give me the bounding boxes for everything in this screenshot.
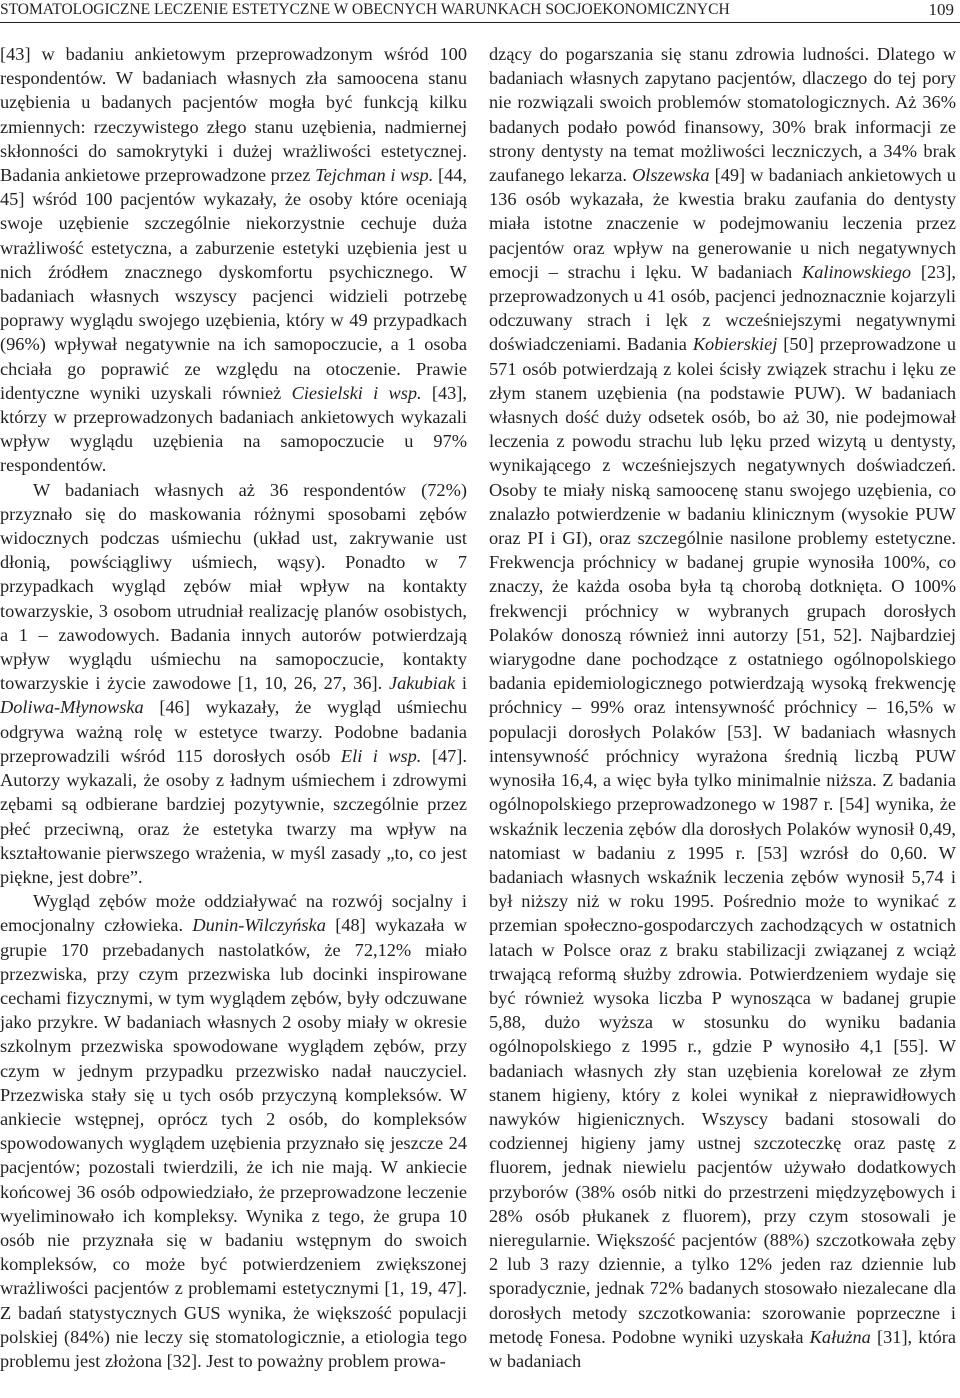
author-citation: Eli i wsp.: [340, 745, 422, 766]
right-column: [489, 42, 956, 1396]
text-run: dzący do pogarszania się stanu zdrowia ludności. Dlatego w badaniach własnych zapytano pacjentów, dlaczego do tej pory nie rozwiązali swoich problemów stomatologicznych. Aż 36% badanych podało powód finansowy, 30% brak informacji ze strony dentysty na temat możliwości leczniczych, a 34% brak zaufanego lekarza.: [489, 44, 956, 186]
paragraph: [0, 889, 467, 1373]
text-run: [23], przeprowadzonych u 41 osób, pacjenci jednoznacznie kojarzyli odczuwany strach i lęk z wcześniejszymi negatywnymi doświadczeniami. Badania: [489, 261, 956, 355]
page-number: 109: [928, 0, 954, 19]
paragraph: [489, 42, 956, 1373]
paragraph: [0, 478, 467, 889]
author-citation: Jakubiak: [388, 673, 456, 694]
author-citation: Dunin-Wilczyńska: [192, 915, 326, 936]
text-run: Wygląd zębów może oddziaływać na rozwój socjalny i emocjonalny człowieka.: [0, 891, 467, 936]
left-column: [0, 42, 467, 1396]
author-citation: Kałużna: [809, 1326, 871, 1347]
text-run: i: [455, 673, 467, 694]
running-header-title: STOMATOLOGICZNE LECZENIE ESTETYCZNE W OBECNYCH WARUNKACH SOCJOEKONOMICZNYCH: [0, 1, 730, 18]
text-run: [43], którzy w przeprowadzonych badaniach ankietowych wykazali wpływ wyglądu uzębienia na samopoczucie u 97% respondentów.: [0, 382, 467, 476]
author-citation: Ciesielski i wsp.: [291, 382, 422, 403]
author-citation: Doliwa-Młynowska: [0, 697, 144, 718]
running-header: [0, 0, 960, 23]
author-citation: Tejchman i wsp.: [315, 165, 434, 186]
text-run: [49] w badaniach ankietowych u 136 osób wykazała, że kwestia braku zaufania do dentysty miała istotne znaczenie w podejmowaniu leczenia przez pacjentów oraz wpływ na generowanie u nich negatywnych emocji – strachu i lęku. W badaniach: [489, 165, 956, 282]
author-citation: Olszewska: [632, 165, 710, 186]
author-citation: Kobierskiej: [692, 334, 778, 355]
text-run: [46] wykazały, że wygląd uśmiechu odgrywa ważną rolę w estetyce twarzy. Podobne badania przeprowadzili wśród 115 dorosłych osób: [0, 697, 467, 766]
text-run: W badaniach własnych aż 36 respondentów (72%) przyznało się do maskowania różnymi sposobami zębów widocznych podczas uśmiechu (układ ust, zakrywanie ust dłonią, powściągliwy uśmiech, wąsy). Ponadto w 7 przypadkach wygląd zębów miał wpływ na kontakty towarzyskie, 3 osobom utrudniał realizację planów osobistych, a 1 – zawodowych. Badania innych autorów potwierdzają wpływ wyglądu uśmiechu na samopoczucie, kontakty towarzyskie i życie zawodowe [1, 10, 26, 27, 36].: [0, 479, 467, 694]
text-run: [44, 45] wśród 100 pacjentów wykazały, że osoby które oceniają swoje uzębienie szczególnie niekorzystnie cechuje duża wrażliwość estetyczna, a zaburzenie estetyki uzębienia jest u nich źródłem znacznego dyskomfortu psychicznego. W badaniach własnych wszyscy pacjenci widzieli potrzebę poprawy wyglądu swojego uzębienia, który w 49 przypadkach (96%) wpływał negatywnie na ich samopoczucie, a 1 osoba chciała go poprawić ze względu na otoczenie. Prawie identyczne wyniki uzyskali również: [0, 165, 467, 403]
author-citation: Kalinowskiego: [802, 261, 912, 282]
text-run: [48] wykazała w grupie 170 przebadanych nastolatków, że 72,12% miało przezwiska, przy czym przezwiska lub docinki inspirowane cechami fizycznymi, w tym wyglądem zębów, były odczuwane jako przykre. W badaniach własnych 2 osoby miały w okresie szkolnym przezwiska spowodowane wyglądem zębów, przy czym w jednym przypadku przezwisko nadał nauczyciel. Przezwiska stały się u tych osób przyczyną kompleksów. W ankiecie wstępnej, oprócz tych 2 osób, do kompleksów spowodowanych wyglądem uzębienia przyznało się jeszcze 24 pacjentów; pozostali twierdzili, że ich nie mają. W ankiecie końcowej 36 osób odpowiedziało, że przeprowadzone leczenie wyeliminowało ich kompleksy. Wynika z tego, że grupa 10 osób nie przyznała się w badaniu wstępnym do swoich kompleksów, co może być potwierdzeniem zwiększonej wrażliwości pacjentów z problemami estetycznymi [1, 19, 47]. Z badań statystycznych GUS wynika, że większość populacji polskiej (84%) nie leczy się stomatologicznie, a etiologia tego problemu jest złożona [32]. Jest to poważny problem prowa-: [0, 915, 467, 1371]
text-run: [43] w badaniu ankietowym przeprowadzonym wśród 100 respondentów. W badaniach własnych zła samoocena stanu uzębienia u badanych pacjentów mogła być funkcją kilku zmiennych: rzeczywistego złego stanu uzębienia, nadmiernej skłonności do samokrytyki i dużej wrażliwości estetycznej. Badania ankietowe przeprowadzone przez: [0, 44, 467, 186]
text-run: [50] przeprowadzone u 571 osób potwierdzają z kolei ścisły związek strachu i lęku ze złym stanem uzębienia (na podstawie PUW). W badaniach własnych dość duży odsetek osób, bo aż 30, nie podejmował leczenia z powodu strachu lub lęku przed wizytą u dentysty, wynikającego z wcześniejszych negatywnych doświadczeń. Osoby te miały niską samoocenę stanu swojego uzębienia, co znalazło potwierdzenie w badaniu klinicznym (wysokie PUW oraz PI i GI), oraz szczególnie nasilone problemy estetyczne. Frekwencja próchnicy w badanej grupie wynosiła 100%, co znaczy, że każda osoba była tą chorobą dotknięta. O 100% frekwencji próchnicy w wybranych grupach dorosłych Polaków donoszą również inni autorzy [51, 52]. Najbardziej wiarygodne dane pochodzące z ostatniego ogólnopolskiego badania epidemiologicznego potwierdzają wysoką frekwencję próchnicy – 99% oraz intensywność próchnicy – 16,5% w populacji dorosłych Polaków [53]. W badaniach własnych intensywność próchnicy wyrażona średnią liczbą PUW wynosiła 16,4, a więc była tylko minimalnie niższa. Z badania ogólnopolskiego przeprowadzonego w 1987 r. [54] wynika, że wskaźnik leczenia zębów dla dorosłych Polaków wynosił 0,49, natomiast w badaniu z 1995 r. [53] wzrósł do 0,60. W badaniach własnych wskaźnik leczenia zębów wynosił 5,74 i był niższy niż w roku 1995. Pośrednio może to wynikać z przemian społeczno-gospodarczych zachodzących w ostatnich latach w Polsce oraz z braku stabilizacji związanej z wciąż trwającą reformą służby zdrowia. Potwierdzeniem wydaje się być również wysoka liczba P wynosząca w badanej grupie 5,88, dużo wyższa w stosunku do wyniku badania ogólnopolskiego z 1995 r., gdzie P wynosiło 4,1 [55]. W badaniach własnych zły stan uzębienia korelował ze złym stanem higieny, który z kolei wynikał z nieprawidłowych nawyków higienicznych. Wszyscy badani stosowali do codziennej higieny jamy ustnej szczoteczkę oraz pastę z fluorem, jednak niewielu pacjentów używało dodatkowych przyborów (38% osób nitki do przestrzeni międzyzębowych i 28% osób płukanek z fluorem), przy czym stosowali je nieregularnie. Większość pacjentów (88%) szczotkowała zęby 2 lub 3 razy dziennie, a tylko 12% jeden raz dziennie lub sporadycznie, jednak 72% badanych stosowało niezalecane dla dorosłych metody szczotkowania: szorowanie poprzeczne i metodę Fonesa. Podobne wyniki uzyskała: [489, 334, 956, 1347]
text-run: [31], która w badaniach: [489, 1326, 956, 1371]
paragraph: [0, 42, 467, 478]
text-run: [47]. Autorzy wykazali, że osoby z ładnym uśmiechem i zdrowymi zębami są odbierane bardziej pozytywnie, szczególnie przez płeć przeciwną, oraz że estetyka twarzy ma wpływ na kształtowanie pierwszego wrażenia, w myśl zasady „to, co jest piękne, jest dobre”.: [0, 745, 467, 887]
